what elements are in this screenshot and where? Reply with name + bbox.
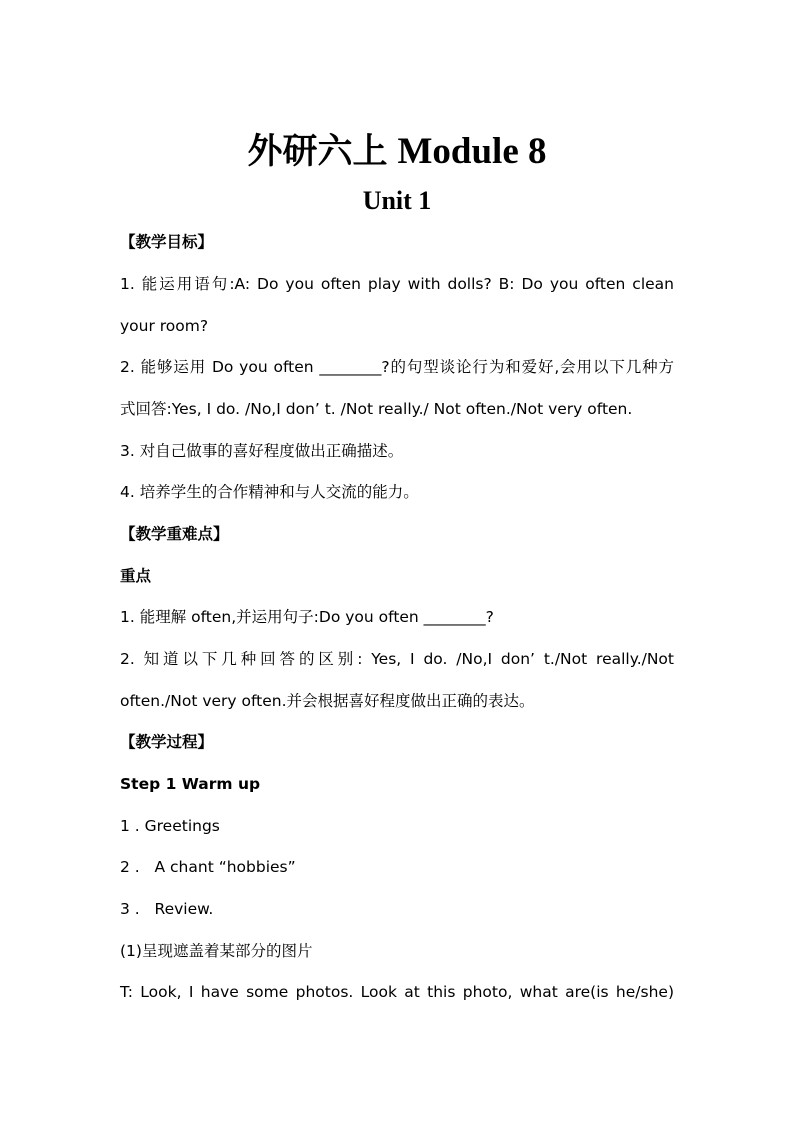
list-item: 3 . Review. <box>120 900 214 918</box>
paragraph-line: 4. 培养学生的合作精神和与人交流的能力。 <box>120 483 419 501</box>
paragraph-line: 1. 能理解 often,并运用句子:Do you often ________? <box>120 608 494 626</box>
section-heading-objectives: 【教学目标】 <box>120 233 214 251</box>
paragraph-line: 2. 知道以下几种回答的区别: Yes, I do. /No,I don’ t./Not really./Not <box>120 650 674 668</box>
title-english: Module 8 <box>397 131 547 172</box>
paragraph-line: 1. 能运用语句:A: Do you often play with dolls? B: Do you often clean <box>120 275 674 293</box>
title-chinese: 外研六上 <box>247 132 388 172</box>
document-title <box>0 128 794 176</box>
list-item: 1 . Greetings <box>120 817 220 835</box>
section-heading-key-points: 【教学重难点】 <box>120 525 229 543</box>
paragraph-line: your room? <box>120 317 209 335</box>
section-heading-process: 【教学过程】 <box>120 733 214 751</box>
paragraph-line: T: Look, I have some photos. Look at this photo, what are(is he/she) <box>120 983 674 1001</box>
paragraph-line: often./Not very often.并会根据喜好程度做出正确的表达。 <box>120 692 535 710</box>
paragraph-line: 3. 对自己做事的喜好程度做出正确描述。 <box>120 442 404 460</box>
document-subtitle: Unit 1 <box>362 186 432 215</box>
paragraph-line: (1)呈现遮盖着某部分的图片 <box>120 942 313 960</box>
paragraph-line: 式回答:Yes, I do. /No,I don’ t. /Not really./ Not often./Not very often. <box>120 400 633 418</box>
list-item: 2 . A chant “hobbies” <box>120 858 296 876</box>
step-heading: Step 1 Warm up <box>120 775 261 793</box>
subheading-focus: 重点 <box>120 567 152 585</box>
paragraph-line: 2. 能够运用 Do you often ________?的句型谈论行为和爱好,会用以下几种方 <box>120 358 674 376</box>
